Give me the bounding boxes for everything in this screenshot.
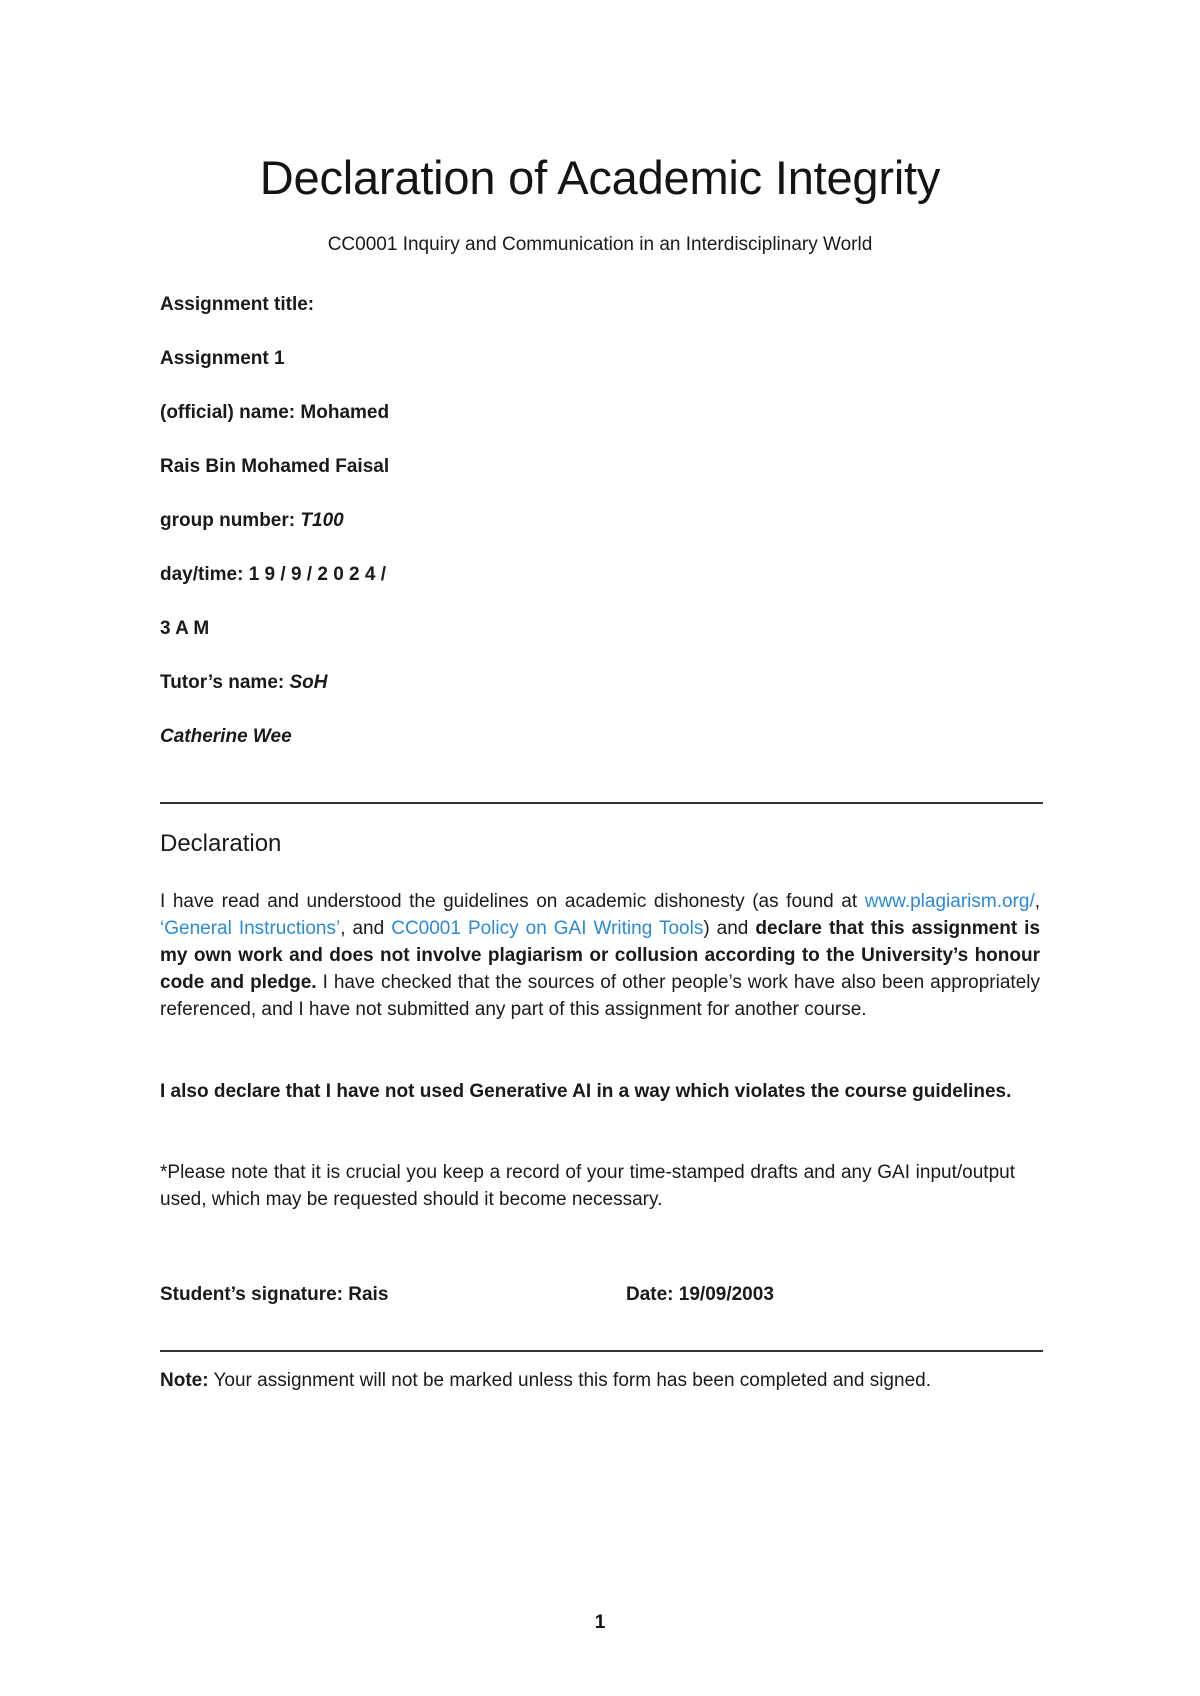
day-time-label: day/time: 1 9 / 9 / 2 0 2 4 / [160,564,387,585]
completion-note [160,1370,931,1392]
student-signature: Student’s signature: Rais [160,1284,389,1305]
tutor-name-continuation: Catherine Wee [160,726,292,747]
signature-date: Date: 19/09/2003 [626,1284,774,1305]
group-number-label: group number: [160,510,301,531]
gai-declaration [160,1078,1015,1105]
assignment-title-value: Assignment 1 [160,348,285,369]
declaration-text-start: I have read and understood the guidelines on academic dishonesty (as found at [160,891,865,912]
tutor-name-value: SoH [289,672,328,693]
assignment-title-label: Assignment title: [160,294,315,315]
link-general-instructions[interactable]: ‘General Instructions’ [160,918,341,939]
drafts-note: *Please note that it is crucial you keep a record of your time-stamped drafts and any GAI input/output used, which may be requested should it become necessary. [160,1162,1015,1210]
gai-declaration-text: I also declare that I have not used Generative AI in a way which violates the course guidelines. [160,1081,1012,1102]
tutor-name-field [160,672,328,694]
declaration-heading: Declaration [160,830,282,857]
divider-top [160,802,1043,804]
separator-1: , [1034,891,1040,912]
group-number-field [160,510,344,532]
link-gai-policy[interactable]: CC0001 Policy on GAI Writing Tools [391,918,704,939]
divider-bottom [160,1350,1043,1352]
declaration-paragraph [160,888,1040,1023]
link-plagiarism-org[interactable]: www.plagiarism.org/ [864,891,1035,912]
page-number: 1 [594,1612,606,1633]
course-subtitle: CC0001 Inquiry and Communication in an Interdisciplinary World [327,234,873,255]
note-label: Note: [160,1370,209,1391]
separator-2: , and [340,918,392,939]
official-name-continuation: Rais Bin Mohamed Faisal [160,456,390,477]
declaration-bold-statement: declare that this assignment is my own work and does not involve plagiarism or collusion according to the University’s honour code and pledge. [160,918,1041,993]
declaration-text-mid: ) and [703,918,756,939]
day-time-continuation: 3 A M [160,618,210,639]
group-number-value: T100 [300,510,344,531]
declaration-text-end: I have checked that the sources of other people’s work have also been appropriately referenced, and I have not submitted any part of this assignment for another course. [160,972,1040,1020]
official-name-label: (official) name: Mohamed [160,402,390,423]
page-title: Declaration of Academic Integrity [259,151,941,204]
note-text: Your assignment will not be marked unless this form has been completed and signed. [208,1370,931,1391]
tutor-name-label: Tutor’s name: [160,672,290,693]
